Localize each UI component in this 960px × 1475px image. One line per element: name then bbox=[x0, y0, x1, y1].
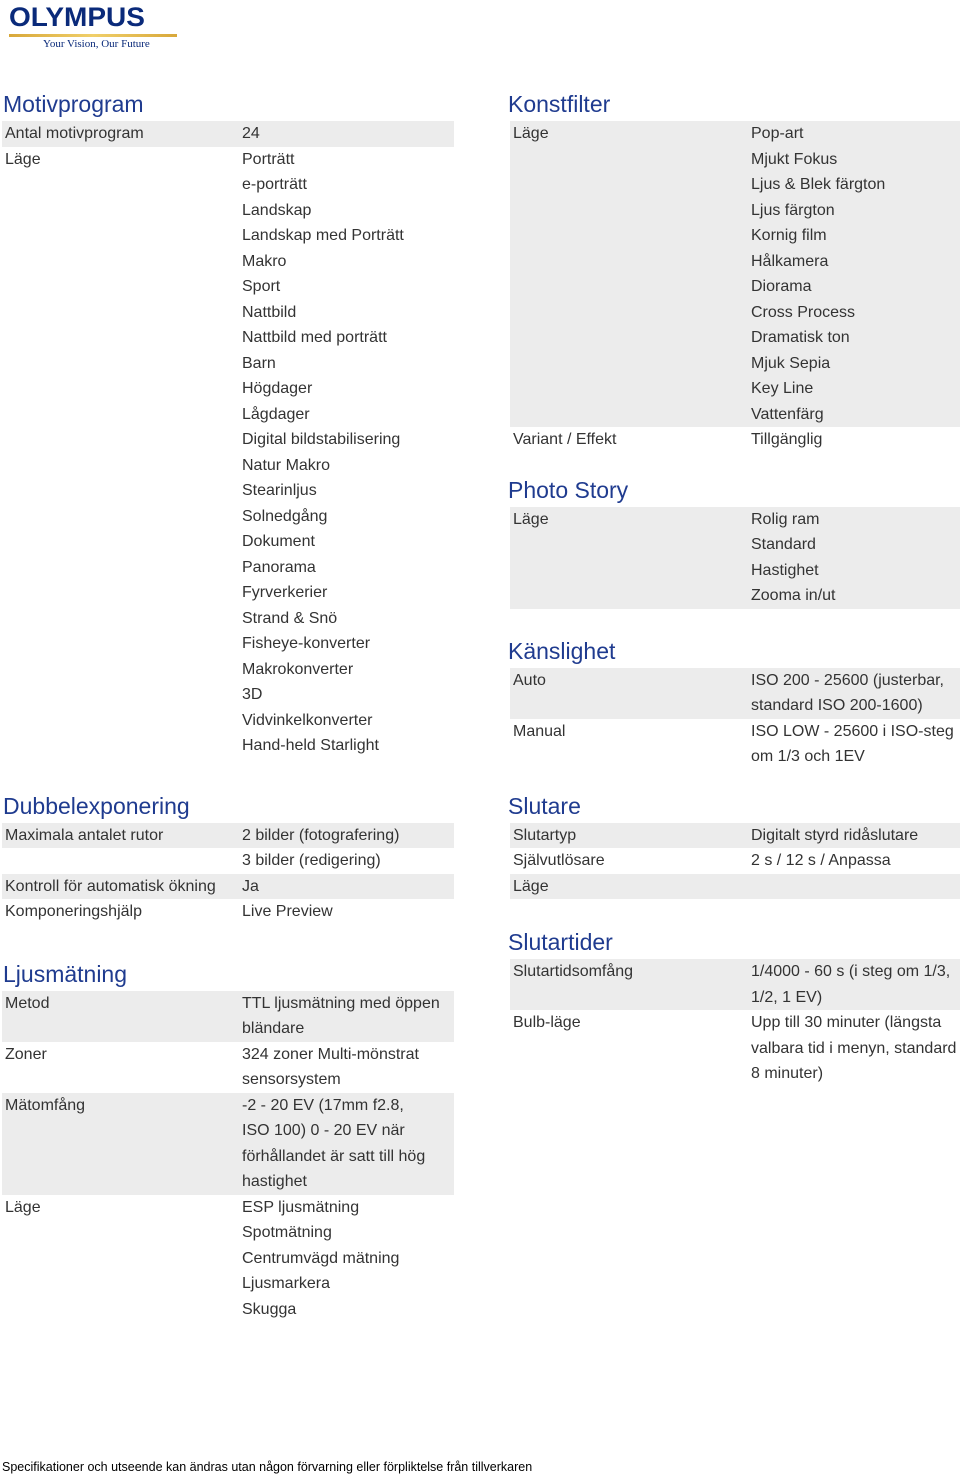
spec-label: Läge bbox=[5, 150, 41, 168]
spec-value: Strand & Snö bbox=[242, 609, 338, 627]
spec-values bbox=[751, 874, 960, 900]
section-title: Konstfilter bbox=[508, 91, 611, 117]
spec-value: Landskap bbox=[242, 201, 312, 219]
spec-values bbox=[751, 427, 960, 453]
section-title: Slutare bbox=[508, 792, 581, 819]
spec-value: Rolig ram bbox=[751, 510, 820, 528]
logo-wordmark: OLYMPUS bbox=[9, 2, 145, 32]
spec-value: Ljus färgton bbox=[751, 201, 835, 219]
spec-values bbox=[242, 848, 454, 874]
spec-value: Mjukt Fokus bbox=[751, 150, 838, 168]
spec-value: Digital bildstabilisering bbox=[242, 431, 401, 448]
spec-value: förhållandet är satt till hög bbox=[242, 1147, 426, 1165]
spec-value: Landskap med Porträtt bbox=[242, 227, 404, 244]
spec-value: Skugga bbox=[242, 1300, 297, 1318]
spec-value: Fyrverkerier bbox=[242, 584, 328, 601]
spec-values bbox=[242, 121, 454, 147]
spec-label: Antal motivprogram bbox=[5, 125, 144, 142]
spec-value: Kornig film bbox=[751, 227, 827, 244]
spec-values bbox=[751, 668, 960, 719]
spec-values bbox=[242, 1093, 454, 1195]
spec-row bbox=[2, 899, 454, 925]
spec-value: Natur Makro bbox=[242, 456, 331, 474]
spec-value: standard ISO 200-1600) bbox=[751, 697, 923, 714]
spec-value: hastighet bbox=[242, 1173, 307, 1190]
spec-label bbox=[2, 848, 242, 874]
spec-label: Maximala antalet rutor bbox=[5, 826, 164, 844]
logo-gold-bar bbox=[9, 34, 177, 37]
spec-row bbox=[2, 848, 454, 874]
spec-label: Läge bbox=[513, 877, 549, 895]
spec-value: Makro bbox=[242, 252, 287, 270]
spec-value: Lågdager bbox=[242, 405, 310, 423]
section-title: Motivprogram bbox=[3, 91, 144, 117]
section-title: Känslighet bbox=[508, 637, 616, 664]
spec-row bbox=[510, 1010, 960, 1087]
spec-value: Panorama bbox=[242, 558, 316, 576]
spec-value: Vattenfärg bbox=[751, 405, 824, 423]
spec-label: Zoner bbox=[5, 1045, 47, 1063]
spec-row bbox=[510, 507, 960, 609]
spec-value: Barn bbox=[242, 354, 276, 372]
spec-value: Hand-held Starlight bbox=[242, 737, 379, 754]
section-photo-story bbox=[507, 474, 960, 609]
spec-row bbox=[510, 848, 960, 874]
spec-value: Zooma in/ut bbox=[751, 587, 836, 604]
spec-values bbox=[751, 959, 960, 1010]
spec-value: 3D bbox=[242, 686, 263, 703]
spec-values bbox=[242, 823, 454, 849]
spec-row bbox=[2, 147, 454, 759]
spec-row bbox=[510, 121, 960, 427]
spec-value: TTL ljusmätning med öppen bbox=[242, 994, 440, 1012]
spec-value: Upp till 30 minuter (längsta bbox=[751, 1014, 942, 1031]
section-slutare bbox=[507, 790, 960, 900]
spec-value: Ljusmarkera bbox=[242, 1275, 331, 1292]
spec-label: Läge bbox=[5, 1198, 41, 1216]
spec-value: valbara tid i menyn, standard bbox=[751, 1039, 957, 1057]
section-title: Ljusmätning bbox=[3, 960, 128, 987]
spec-value: Spotmätning bbox=[242, 1224, 332, 1241]
spec-label: Komponeringshjälp bbox=[5, 903, 142, 920]
spec-value: Mjuk Sepia bbox=[751, 354, 831, 372]
spec-values bbox=[242, 1042, 454, 1093]
spec-row bbox=[2, 991, 454, 1042]
spec-table bbox=[2, 823, 454, 925]
section-title: Photo Story bbox=[508, 476, 629, 503]
spec-value: Sport bbox=[242, 278, 281, 295]
spec-values bbox=[242, 991, 454, 1042]
spec-value: e-porträtt bbox=[242, 176, 307, 193]
spec-label: Variant / Effekt bbox=[513, 431, 617, 448]
spec-value: om 1/3 och 1EV bbox=[751, 748, 865, 765]
spec-value: ESP ljusmätning bbox=[242, 1198, 360, 1216]
spec-value: Live Preview bbox=[242, 903, 333, 920]
spec-label: Slutartyp bbox=[513, 826, 577, 844]
spec-value: 2 bilder (fotografering) bbox=[242, 826, 400, 844]
spec-values bbox=[751, 823, 960, 849]
spec-values bbox=[751, 507, 960, 609]
spec-label: Metod bbox=[5, 994, 50, 1012]
spec-value: Vidvinkelkonverter bbox=[242, 711, 373, 729]
logo-tagline: Your Vision, Our Future bbox=[43, 38, 150, 50]
spec-value: 1/4000 - 60 s (i steg om 1/3, bbox=[751, 963, 951, 980]
spec-value: Tillgänglig bbox=[751, 431, 823, 448]
olympus-logo bbox=[9, 2, 179, 50]
spec-values bbox=[751, 719, 960, 770]
spec-values bbox=[242, 1195, 454, 1323]
spec-value: Makrokonverter bbox=[242, 660, 354, 678]
spec-value: ISO LOW - 25600 i ISO-steg bbox=[751, 722, 954, 740]
spec-value: 24 bbox=[242, 125, 260, 142]
footer-disclaimer: Specifikationer och utseende kan ändras utan någon förvarning eller förpliktelse från tillverkaren bbox=[2, 1460, 533, 1474]
section-konstfilter bbox=[507, 88, 960, 453]
spec-value: Key Line bbox=[751, 380, 814, 397]
spec-value: Dramatisk ton bbox=[751, 329, 850, 346]
spec-row bbox=[2, 823, 454, 849]
spec-value: 324 zoner Multi-mönstrat bbox=[242, 1045, 419, 1063]
spec-values bbox=[751, 1010, 960, 1087]
spec-value: Fisheye-konverter bbox=[242, 635, 371, 652]
spec-table bbox=[507, 507, 960, 609]
section-title: Dubbelexponering bbox=[3, 792, 190, 819]
section-title: Slutartider bbox=[508, 929, 613, 955]
spec-value: Solnedgång bbox=[242, 507, 328, 525]
right-column bbox=[507, 88, 960, 1087]
spec-label: Mätomfång bbox=[5, 1096, 86, 1114]
spec-table bbox=[507, 668, 960, 770]
spec-value: bländare bbox=[242, 1020, 305, 1037]
spec-value: Hålkamera bbox=[751, 252, 829, 270]
spec-table bbox=[2, 991, 454, 1323]
spec-value: Cross Process bbox=[751, 303, 856, 321]
spec-value: Nattbild bbox=[242, 303, 297, 321]
spec-row bbox=[510, 719, 960, 770]
spec-value: 1/2, 1 EV) bbox=[751, 988, 823, 1006]
spec-value: Ljus & Blek färgton bbox=[751, 176, 886, 193]
spec-value: Hastighet bbox=[751, 561, 819, 579]
spec-label: Läge bbox=[513, 510, 549, 528]
spec-row bbox=[510, 823, 960, 849]
spec-label: Auto bbox=[513, 671, 546, 689]
spec-value: Centrumvägd mätning bbox=[242, 1249, 400, 1267]
spec-label: Kontroll för automatisk ökning bbox=[5, 877, 216, 895]
spec-value: 3 bilder (redigering) bbox=[242, 852, 381, 869]
spec-row bbox=[2, 121, 454, 147]
spec-row bbox=[2, 1195, 454, 1323]
spec-value: Diorama bbox=[751, 278, 812, 295]
spec-value: ISO 200 - 25600 (justerbar, bbox=[751, 671, 944, 689]
spec-value: Ja bbox=[242, 877, 259, 895]
spec-table bbox=[507, 823, 960, 900]
spec-value: Porträtt bbox=[242, 150, 295, 168]
spec-label: Slutartidsomfång bbox=[513, 963, 634, 980]
spec-table bbox=[507, 959, 960, 1087]
section-kanslighet bbox=[507, 635, 960, 770]
spec-label: Bulb-läge bbox=[513, 1014, 581, 1031]
spec-value: Dokument bbox=[242, 533, 315, 550]
spec-table bbox=[507, 121, 960, 453]
spec-value bbox=[751, 874, 960, 900]
spec-row bbox=[510, 874, 960, 900]
spec-value: -2 - 20 EV (17mm f2.8, bbox=[242, 1096, 404, 1114]
spec-value: Pop-art bbox=[751, 125, 804, 142]
section-dubbelexponering bbox=[2, 790, 454, 925]
spec-row bbox=[510, 668, 960, 719]
spec-label: Läge bbox=[513, 125, 549, 142]
spec-label: Manual bbox=[513, 722, 566, 740]
spec-values bbox=[751, 848, 960, 874]
spec-value: Standard bbox=[751, 536, 816, 553]
spec-row bbox=[2, 1093, 454, 1195]
spec-value: Nattbild med porträtt bbox=[242, 329, 387, 346]
spec-value: 2 s / 12 s / Anpassa bbox=[751, 852, 891, 869]
section-ljusmatning bbox=[2, 958, 454, 1323]
section-slutartider bbox=[507, 926, 960, 1087]
section-motivprogram bbox=[2, 88, 454, 759]
spec-values bbox=[242, 899, 454, 925]
spec-values bbox=[242, 147, 454, 759]
spec-table bbox=[2, 121, 454, 759]
spec-values bbox=[751, 121, 960, 427]
spec-value: Digitalt styrd ridåslutare bbox=[751, 826, 919, 844]
spec-value: ISO 100) 0 - 20 EV när bbox=[242, 1122, 405, 1139]
spec-value: sensorsystem bbox=[242, 1071, 341, 1088]
spec-row bbox=[510, 959, 960, 1010]
spec-label: Självutlösare bbox=[513, 852, 605, 869]
spec-value: 8 minuter) bbox=[751, 1065, 824, 1082]
spec-value: Stearinljus bbox=[242, 482, 317, 499]
spec-values bbox=[242, 874, 454, 900]
left-column bbox=[2, 88, 454, 1322]
spec-row bbox=[2, 874, 454, 900]
spec-value: Högdager bbox=[242, 380, 313, 397]
spec-row bbox=[2, 1042, 454, 1093]
spec-row bbox=[510, 427, 960, 453]
